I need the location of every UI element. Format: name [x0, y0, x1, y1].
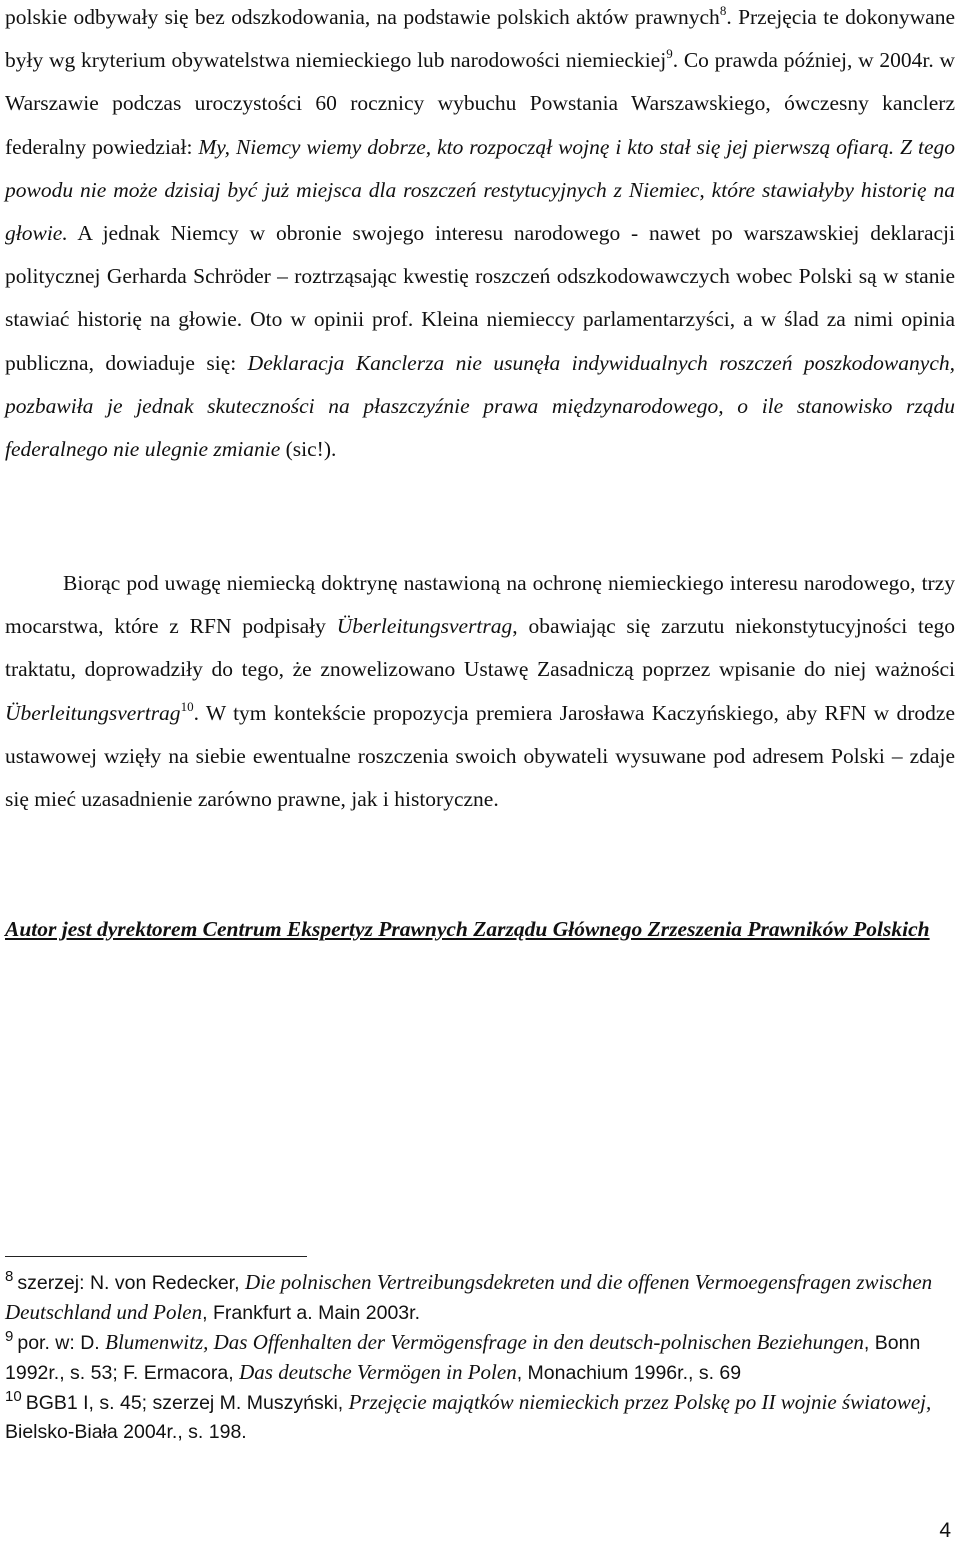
footnote-text: , Frankfurt a. Main 2003r.	[202, 1302, 420, 1324]
paragraph-1	[5, 0, 955, 471]
term-ueberleitungsvertrag: Überleitungsvertrag	[336, 614, 513, 639]
text-run: Biorąc pod uwagę niemiecką doktrynę nastawioną na ochronę niemieckiego interesu narodowego, trzy mocarstwa, które z RFN podpisały	[5, 571, 955, 639]
quote-klein: Deklaracja Kanclerza nie usunęła indywidualnych roszczeń poszkodowanych, pozbawiła je jednak skuteczności na płaszczyźnie prawa międzynarodowego, o ile stanowisko rządu federalnego nie ulegnie zmianie	[5, 350, 955, 462]
text-run: polskie odbywały się bez odszkodowania, na podstawie polskich aktów prawnych	[5, 5, 720, 29]
document-page	[5, 0, 955, 1545]
footnote-title: Das deutsche Vermögen in Polen	[239, 1360, 517, 1384]
footnote-text: , Bonn 1992r., s. 53; F. Ermacora,	[5, 1332, 921, 1384]
footnote-text: BGB1 I, s. 45; szerzej M. Muszyński,	[25, 1392, 349, 1414]
footnotes	[5, 1268, 955, 1447]
footnote-title: Przejęcie majątków niemieckich przez Polskę po II wojnie światowej,	[348, 1390, 932, 1414]
footnote-8	[5, 1268, 955, 1328]
text-run: . W tym kontekście propozycja premiera Jarosława Kaczyńskiego, aby RFN w drodze ustawowej wzięły na siebie ewentualne roszczenia swoich obywateli wysuwane pod adresem Polski – zdaje się mieć uzasadnienie zarówno prawne, jak i historyczne.	[5, 700, 955, 812]
author-note: Autor jest dyrektorem Centrum Ekspertyz Prawnych Zarządu Głównego Zrzeszenia Prawników Polskich	[5, 917, 930, 941]
page-number: 4	[939, 1519, 951, 1542]
footnote-ref-8[interactable]: 8	[719, 3, 727, 18]
footnote-ref-10[interactable]: 10	[180, 698, 194, 714]
footnote-title: Blumenwitz, Das Offenhalten der Vermögensfrage in den deutsch-polnischen Beziehungen	[105, 1330, 864, 1354]
text-run: , obawiając się zarzutu niekonstytucyjności tego traktatu, doprowadziły do tego, że znowelizowano Ustawę Zasadniczą poprzez wpisanie do niej ważności	[5, 614, 955, 682]
footnote-title: Die polnischen Vertreibungsdekreten und die offenen Vermoegensfragen zwischen Deutschland und Polen	[5, 1270, 933, 1324]
text-run: A jednak Niemcy w obronie swojego interesu narodowego - nawet po warszawskiej deklaracji politycznej Gerharda Schröder – roztrząsając kwestię roszczeń odszkodowawczych wobec Polski są w stanie stawiać historię na głowie. Oto w opinii prof. Kleina niemieccy parlamentarzyści, a w ślad za nimi opinia publiczna, dowiaduje się:	[5, 221, 955, 375]
footnote-separator	[5, 1256, 307, 1257]
footnote-text: , Monachium 1996r., s. 69	[516, 1362, 742, 1384]
quote-chancellor: My, Niemcy wiemy dobrze, kto rozpoczął wojnę i kto stał się jej pierwszą ofiarą. Z tego powodu nie może dzisiaj być już miejsca dla roszczeń restytucyjnych z Niemiec, które stawiałyby historię na głowie.	[5, 134, 955, 246]
footnote-text: szerzej: N. von Redecker,	[17, 1272, 245, 1294]
footnote-ref-9[interactable]: 9	[666, 46, 673, 62]
footnote-9	[5, 1328, 955, 1388]
paragraph-2	[5, 562, 955, 821]
footnote-number: 10	[5, 1388, 22, 1405]
text-run: . Przejęcia te dokonywane były wg kryterium obywatelstwa niemieckiego lub narodowości niemieckiej	[5, 5, 955, 73]
footnote-text: Bielsko-Biała 2004r., s. 198.	[5, 1421, 247, 1443]
term-ueberleitungsvertrag: Überleitungsvertrag	[5, 700, 181, 725]
footnote-10	[5, 1388, 955, 1447]
text-run: (sic!).	[280, 437, 337, 462]
text-run: . Co prawda później, w 2004r. w Warszawie podczas uroczystości 60 rocznicy wybuchu Powstania Warszawskiego, ówczesny kanclerz federalny powiedział:	[5, 48, 955, 159]
footnote-text: por. w: D.	[17, 1332, 106, 1354]
footnote-number: 8	[5, 1268, 14, 1285]
footnote-number: 9	[5, 1328, 14, 1345]
